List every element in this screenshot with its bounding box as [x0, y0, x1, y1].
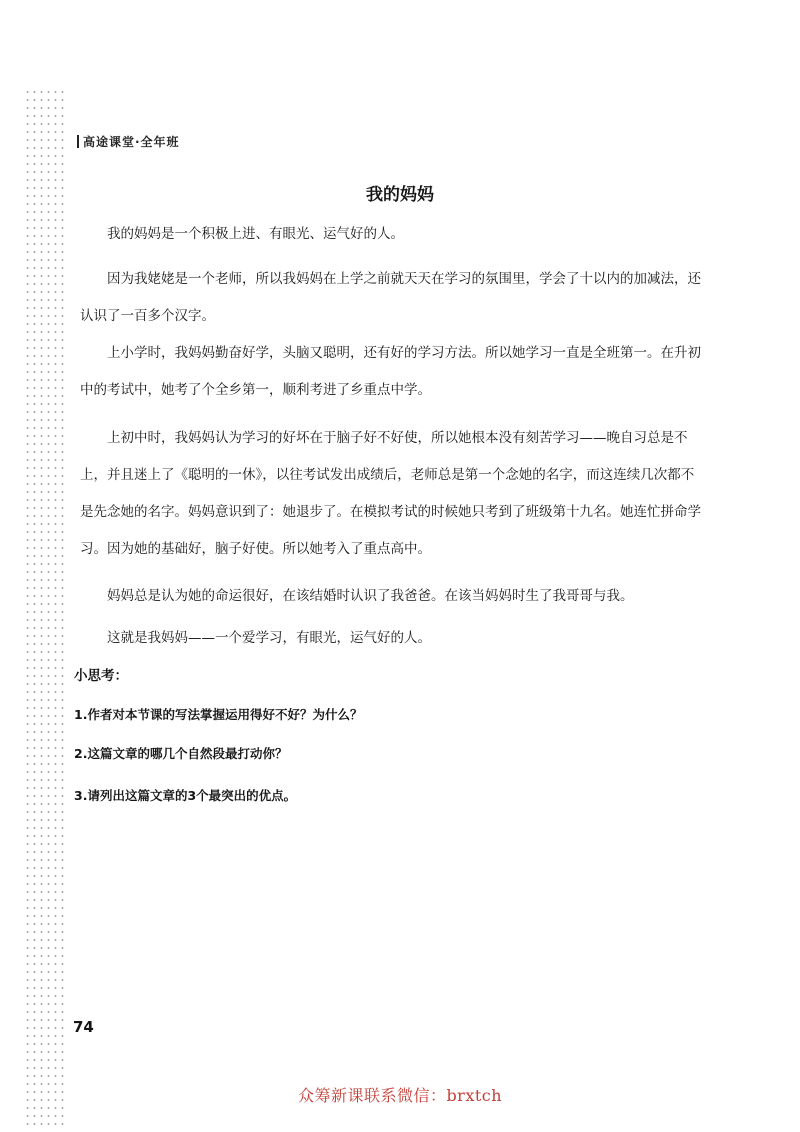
paragraph-2: 因为我姥姥是一个老师，所以我妈妈在上学之前就天天在学习的氛围里，学会了十以内的加减法，还认识了一百多个汉字。 [80, 271, 701, 324]
question-3: 3.请列出这篇文章的3个最突出的优点。 [74, 788, 297, 803]
article-title: 我的妈妈 [366, 185, 434, 205]
paragraph-3: 上小学时，我妈妈勤奋好学，头脑又聪明，还有好的学习方法。所以她学习一直是全班第一。在升初中的考试中，她考了个全乡第一，顺利考进了乡重点中学。 [80, 345, 701, 398]
thinking-section-title: 小思考： [74, 668, 128, 684]
paragraph-4: 上初中时，我妈妈认为学习的好坏在于脑子好不好使，所以她根本没有刻苦学习——晚自习总是不上，并且迷上了《聪明的一休》，以往考试发出成绩后，老师总是第一个念她的名字，而这连续几次都不是先念她的名字。妈妈意识到了：她退步了。在模拟考试的时候她只考到了班级第十九名。她连忙拼命学习。因为她的基础好，脑子好使。所以她考入了重点高中。 [80, 430, 701, 557]
page-number: 74 [73, 1018, 94, 1036]
paragraph-6: 这就是我妈妈——一个爱学习，有眼光，运气好的人。 [107, 630, 431, 646]
header-text: 高途课堂·全年班 [83, 135, 180, 149]
watermark-text: 众筹新课联系微信：brxtch [297, 1086, 503, 1105]
question-2: 2.这篇文章的哪几个自然段最打动你？ [74, 746, 288, 761]
dotted-margin-decoration [24, 88, 68, 1128]
running-header [77, 133, 180, 150]
paragraph-1: 我的妈妈是一个积极上进、有眼光、运气好的人。 [107, 226, 404, 242]
question-1: 1.作者对本节课的写法掌握运用得好不好？为什么？ [74, 707, 363, 722]
header-bar [77, 135, 79, 148]
paragraph-5: 妈妈总是认为她的命运很好，在该结婚时认识了我爸爸。在该当妈妈时生了我哥哥与我。 [107, 588, 634, 604]
